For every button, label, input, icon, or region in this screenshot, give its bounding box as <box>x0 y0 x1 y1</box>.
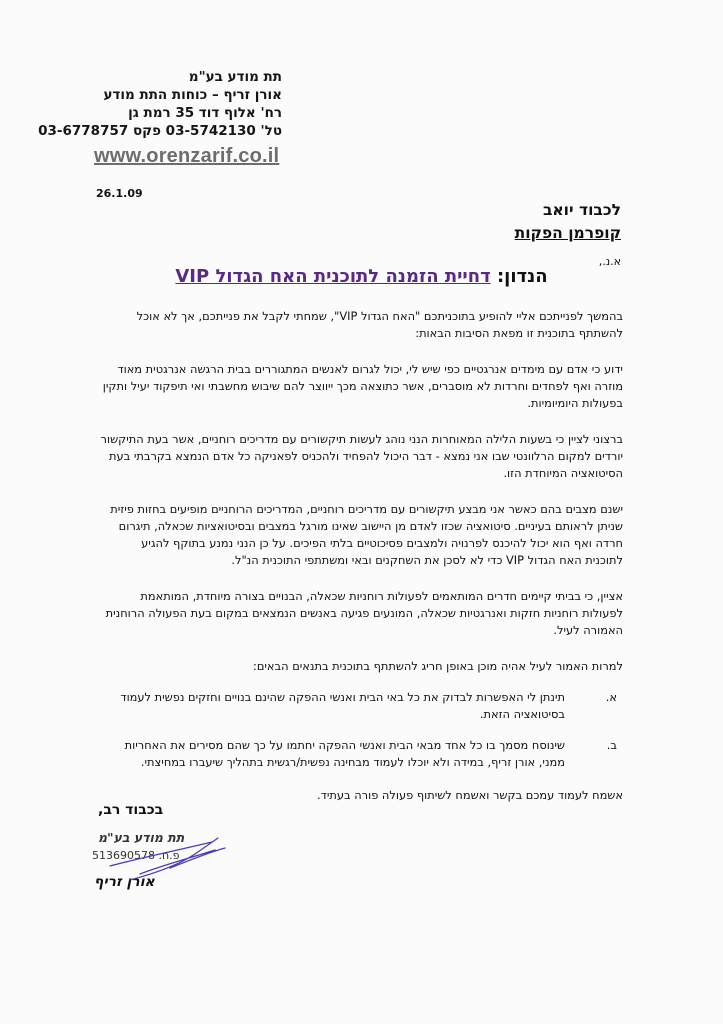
conditions-list <box>100 689 623 771</box>
subject-title: דחיית הזמנה לתוכנית האח הגדול VIP <box>175 266 491 287</box>
address-line: רח' אלוף דוד 35 רמת גן <box>128 105 282 121</box>
signoff: בכבוד רב, <box>98 802 164 818</box>
stamp-number: 513690578 .פ.ח <box>92 849 180 862</box>
list-item <box>100 689 623 723</box>
list-marker: א. <box>605 690 617 704</box>
list-item-text: תינתן לי האפשרות לבדוק את כל באי הבית ואנשי ההפקה שהינם בנויים וחזקים נפשית לעמוד בסיטואציה הזאת. <box>120 690 565 721</box>
subject-label: הנדון: <box>496 266 548 287</box>
stamp-company: תת מודע בע"מ <box>98 830 185 845</box>
paragraph: למרות האמור לעיל אהיה מוכן באופן חריג להשתתף בתוכנית בתנאים הבאים: <box>252 659 623 673</box>
salutation: א.נ., <box>598 255 621 268</box>
name-line: אורן זריף – כוחות התת מודע <box>103 87 282 103</box>
letterhead <box>38 68 282 140</box>
signature-name: אורן זריף <box>94 874 155 890</box>
letter-date: 26.1.09 <box>96 187 143 200</box>
list-item <box>100 737 623 771</box>
website-link[interactable]: www.orenzarif.co.il <box>94 145 280 167</box>
recipient-line-1: לכבוד יואב <box>542 201 621 219</box>
letter-body <box>100 308 623 823</box>
recipient-block <box>515 199 621 245</box>
paragraph: בהמשך לפנייתכם אליי להופיע בתוכניתכם "האח הגדול VIP", שמחתי לקבל את פנייתכם, אך לא אוכל להשתתף בתוכנית זו מפאת הסיבות הבאות: <box>136 309 623 340</box>
handwritten-signature <box>100 828 230 898</box>
list-item-text: שינוסח מסמך בו כל אחד מבאי הבית ואנשי ההפקה יחתמו על כך שהם מסירים את האחריות ממני, אורן זריף, במידה ולא יוכלו לעמוד מבחינה נפשית/רגשית בתהליך שיעברו במחיצתי. <box>124 738 565 769</box>
company-name: תת מודע בע"מ <box>188 69 282 85</box>
paragraph: אציין, כי בביתי קיימים חדרים המותאמים לפעולות רוחניות שכאלה, הבנויים בצורה מיוחדת, המותאמת לפעולות רוחניות חזקות ואנרגטיות שכאלה, המונעים פגיעה באנשים הנמצאים במקום בעת הפעולה הרוחנית האמורה לעיל. <box>105 589 623 637</box>
paragraph: ברצוני לציין כי בשעות הלילה המאוחרות הנני נוהג לעשות תיקשורים עם מדריכים רוחניים, אשר בעת התיקשור יורדים למקום הרלוונטי שבו אני נמצא - דבר היכול להפחיד ולהכניס לפאניקה כל אדם הנמצא בקרבתי בעת הסיטואציה המיוחדת הזו. <box>100 432 623 480</box>
recipient-line-2: קופרמן הפקות <box>514 224 621 242</box>
subject-line <box>100 266 623 287</box>
paragraph: ידוע כי אדם עם מימדים אנרגטיים כפי שיש לי, יכול לגרום לאנשים המתגוררים בבית הרגשה אנרגטית מאוד מוזרה ואף לפחדים וחרדות לא מוסברים, אשר כתוצאה מכך ייווצר להם שיבוש מחשבתי ואי תיפקוד יעיל ותקין בפעולות היומיומיות. <box>102 362 623 410</box>
list-marker: ב. <box>606 738 617 752</box>
closing-paragraph: אשמח לעמוד עמכם בקשר ואשמח לשיתוף פעולה פורה בעתיד. <box>317 788 623 802</box>
paragraph: ישנם מצבים בהם כאשר אני מבצע תיקשורים עם מדריכים רוחניים, המדריכים הרוחניים מופיעים בחזות פיזית שניתן לראותם בעיניים. סיטואציה שכזו לאדם מן היישוב שאינו מורגל במצבים ובסיטואציות שכאלה, תיגרום חרדה ואף הוא יכול להיכנס לפרנויה ולמצבים פסיכוטיים בלתי הפיכים. על כן הנני נמנע בתוקף להגיע לתוכנית האח הגדול VIP כדי לא לסכן את השחקנים ובאי ומשתתפי התוכנית הנ"ל. <box>110 502 623 567</box>
phone-line: טל' 03-5742130 פקס 03-6778757 <box>38 123 282 139</box>
